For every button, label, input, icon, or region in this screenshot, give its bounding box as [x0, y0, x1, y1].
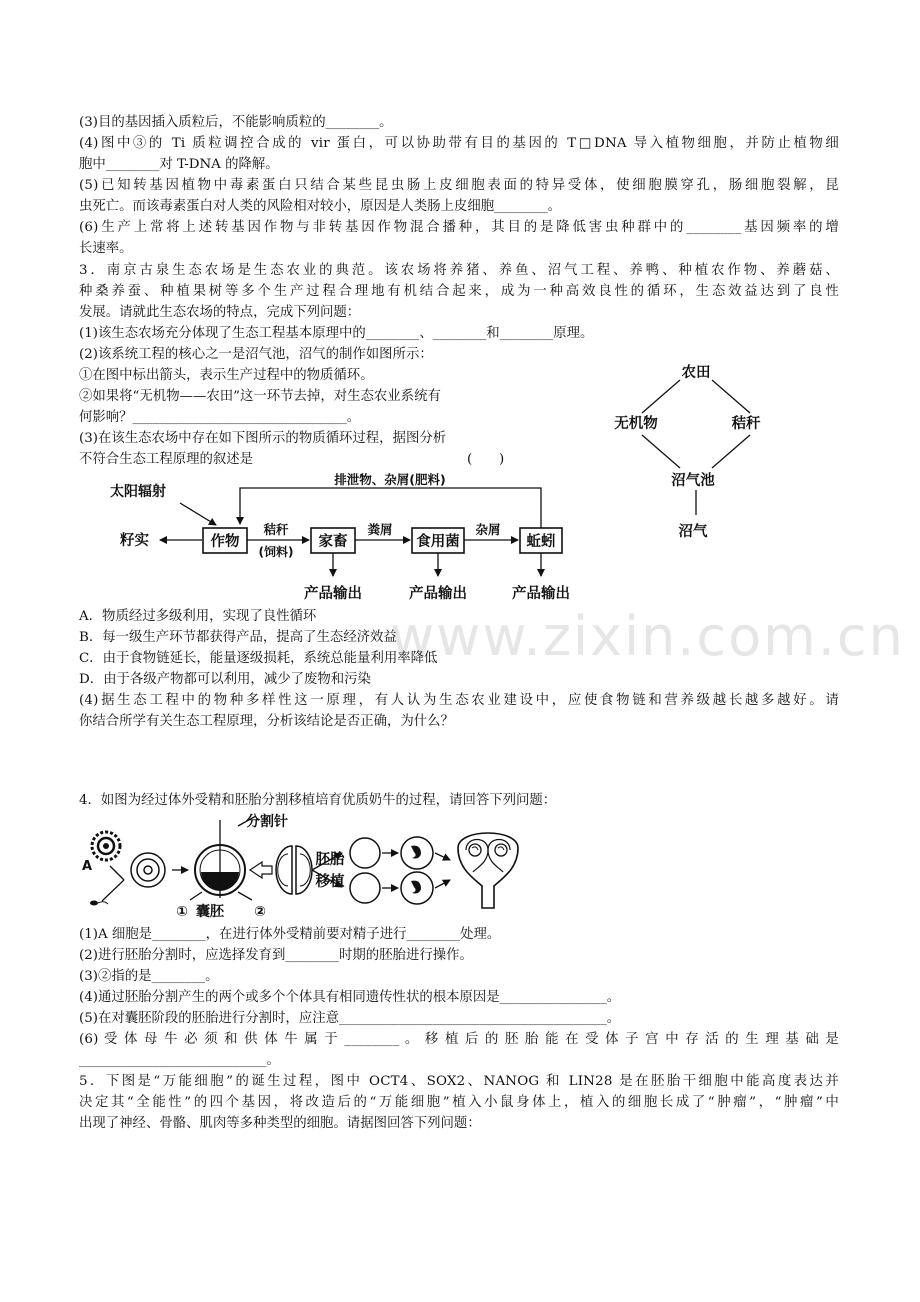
- text-line: (4)图中③的 Ti 质粒调控合成的 vir 蛋白，可以协助带有目的基因的 T□DNA 导入植物细胞，并防止植物细: [79, 136, 839, 151]
- text-line: ①在图中标出箭头，表示生产过程中的物质循环。: [79, 368, 374, 383]
- label-seed: 籽实: [120, 533, 149, 549]
- node-biogas-pit: 沼气池: [671, 473, 715, 489]
- text-line: (3)目的基因插入质粒后，不能影响质粒的________。: [79, 115, 393, 130]
- answer-bracket: ( ): [467, 452, 505, 467]
- text-line: (1)A 细胞是________，在进行体外受精前要对精子进行________处理。: [79, 927, 501, 942]
- label-output-2: 产品输出: [409, 586, 467, 602]
- node-inorganic: 无机物: [614, 416, 658, 432]
- text-line: 种桑养蚕、种植果树等多个生产过程合理地有机结合起来，成为一种高效良性的循环，生态效益达到了良性: [79, 284, 839, 299]
- label-feed: (饲料): [258, 545, 294, 559]
- text-line: 发展。请就此生态农场的特点，完成下列问题：: [79, 305, 361, 320]
- text-line: (5)在对囊胚阶段的胚胎进行分割时，应注意________________________________________。: [79, 1011, 621, 1026]
- label-straw: 秸秆: [263, 522, 289, 537]
- text-line: (1)该生态农场充分体现了生态工程基本原理中的________、________和________原理。: [79, 326, 594, 341]
- text-line: (5)已知转基因植物中毒素蛋白只结合某些昆虫肠上皮细胞表面的特异受体，使细胞膜穿孔，肠细胞裂解，昆: [79, 178, 839, 193]
- label-transfer-1: 胚胎: [315, 852, 345, 868]
- option-d: D．由于各级产物都可以利用，减少了废物和污染: [79, 672, 371, 687]
- label-transfer-2: 移植: [315, 874, 345, 890]
- material-flow-diagram: [100, 468, 590, 608]
- box-fungus-label: 食用菌: [416, 534, 460, 550]
- biogas-cycle-diagram: [600, 355, 800, 555]
- text-line: ____________________________。: [79, 1053, 280, 1068]
- text-line: (3)在该生态农场中存在如下图所示的物质循环过程，据图分析: [79, 431, 447, 446]
- box-livestock-label: 家畜: [318, 534, 348, 550]
- option-c: C．由于食物链延长，能量逐级损耗，系统总能量利用率降低: [79, 651, 438, 666]
- embryo-splitting-diagram: [78, 808, 528, 920]
- label-output-3: 产品输出: [512, 586, 570, 602]
- label-output-1: 产品输出: [304, 586, 362, 602]
- label-sunlight: 太阳辐射: [110, 484, 166, 500]
- box-earthworm-label: 蚯蚓: [526, 534, 556, 550]
- text-line: 胞中________对 T-DNA 的降解。: [79, 157, 279, 172]
- question-3-stem: 3．南京古泉生态农场是生态农业的典范。该农场将养猪、养鱼、沼气工程、养鸭、种植农作物、养蘑菇、: [79, 263, 839, 278]
- label-excreta: 排泄物、杂屑(肥料): [334, 472, 446, 487]
- text-line: 你结合所学有关生态工程原理，分析该结论是否正确，为什么？: [79, 714, 454, 729]
- text-line: 何影响？________________________________。: [79, 410, 361, 425]
- text-line: (4)据生态工程中的物种多样性这一原理，有人认为生态农业建设中，应使食物链和营养级越长越多越好。请: [79, 693, 839, 708]
- text-line: (4)通过胚胎分割产生的两个或多个个体具有相同遗传性状的根本原因是________________。: [79, 990, 621, 1005]
- text-line: 出现了神经、骨骼、肌肉等多种类型的细胞。请据图回答下列问题：: [79, 1116, 481, 1131]
- node-farmland: 农田: [681, 365, 711, 381]
- label-needle: 分割针: [246, 814, 288, 830]
- label-manure: 粪屑: [367, 522, 393, 537]
- node-biogas: 沼气: [678, 524, 708, 540]
- text-line: (2)该系统工程的核心之一是沼气池，沼气的制作如图所示：: [79, 347, 433, 362]
- label-debris: 杂屑: [475, 522, 501, 537]
- text-line: 长速率。: [79, 241, 133, 256]
- watermark: www.zixin.com.cn: [390, 605, 905, 668]
- label-a: A: [82, 859, 93, 874]
- option-a: A．物质经过多级利用，实现了良性循环: [79, 609, 317, 624]
- label-num-1: ①: [176, 904, 188, 920]
- text-line: (2)进行胚胎分割时，应选择发育到________时期的胚胎进行操作。: [79, 948, 473, 963]
- text-line: 不符合生态工程原理的叙述是: [79, 452, 254, 467]
- label-blastocyst: 囊胚: [196, 904, 224, 920]
- text-line: ②如果将“无机物——农田”这一环节去掉，对生态农业系统有: [79, 389, 441, 404]
- box-crop-label: 作物: [210, 534, 240, 550]
- question-5-stem: 5．下图是“万能细胞”的诞生过程，图中 OCT4、SOX2、NANOG 和 LIN28 是在胚胎干细胞中能高度表达并: [79, 1074, 839, 1089]
- text-line: 虫死亡。而该毒素蛋白对人类的风险相对较小，原因是人类肠上皮细胞________。: [79, 199, 562, 214]
- text-line: 决定其“全能性”的四个基因，将改造后的“万能细胞”植入小鼠身体上，植入的细胞长成了“肿瘤”，“肿瘤”中: [79, 1095, 839, 1110]
- text-line: (3)②指的是________。: [79, 969, 219, 984]
- text-line: (6)生产上常将上述转基因作物与非转基因作物混合播种，其目的是降低害虫种群中的________基因频率的增: [79, 220, 839, 235]
- text-line: (6) 受 体 母 牛 必 须 和 供 体 牛 属 于 ________ 。 移 植 后 的 胚 胎 能 在 受 体 子 宫 中 存 活 的 生 理 基 础 是: [79, 1032, 839, 1047]
- question-4-stem: 4．如图为经过体外受精和胚胎分割移植培育优质奶牛的过程，请回答下列问题：: [79, 793, 557, 808]
- node-straw: 秸秆: [731, 416, 761, 432]
- option-b: B．每一级生产环节都获得产品，提高了生态经济效益: [79, 630, 397, 645]
- label-num-2: ②: [254, 904, 266, 920]
